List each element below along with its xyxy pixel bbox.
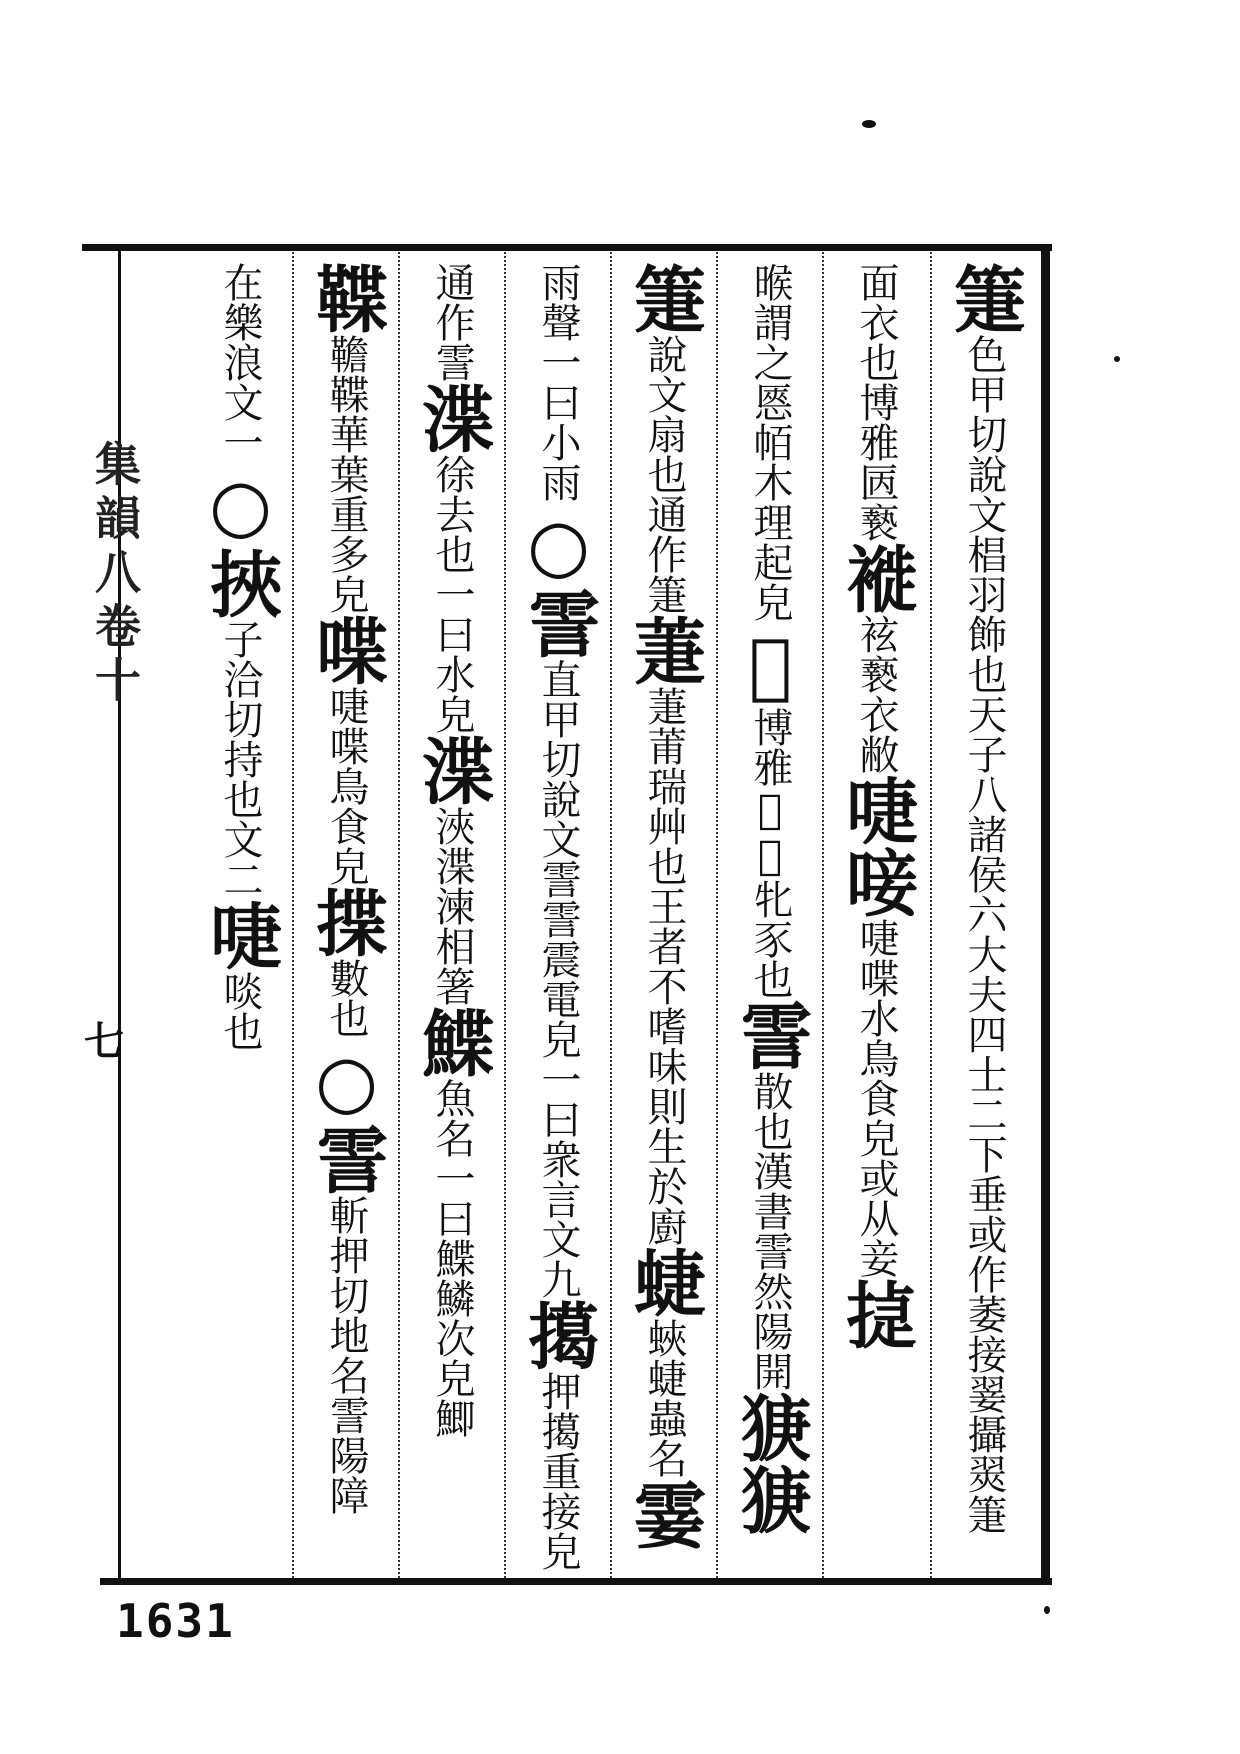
margin-mark: 七 [84,1018,124,1065]
annotation: 說文扇也通作箑 [641,334,687,614]
column-divider [930,252,933,1578]
annotation: 啑喋水鳥食皃或从妾 [853,918,899,1278]
annotation: 㬋謂之㥦帞木理起皃 [747,262,793,622]
annotation: 色甲切說文椙羽飾也天子八諸侯六大夫四士二下垂或作萎接翣攝翜箑 [961,334,1007,1534]
annotation: 博雅𤛓𤜐牝豕也 [747,707,793,999]
text-column [400,262,504,1572]
annotation: 魚名一曰鰈鱗次皃鯽 [429,1078,475,1438]
ink-speck [1044,1606,1050,1614]
headword: 鞢 [304,262,389,334]
text-column [612,262,716,1572]
text-column [294,262,398,1572]
headword: 霎 [622,1478,707,1550]
page-number: 1631 [116,1594,235,1648]
headword: 喋 [304,614,389,686]
annotation: 在樂浪文一 [217,262,263,462]
headword: 萐 [622,614,707,686]
column-divider [716,252,719,1578]
annotation: 浹渫湅相箸 [429,806,475,1006]
headword: 渫 [410,382,495,454]
annotation: 啑喋鳥食皃 [323,686,369,886]
headword: 蜨 [622,1246,707,1318]
column-divider [292,252,295,1578]
headword: 唼 [834,846,919,918]
ink-speck [1114,356,1120,362]
annotation: 萐莆瑞艸也王者不嗜味則生於廚 [641,686,687,1246]
annotation: 啖也 [217,971,263,1051]
headword: ○挾 [198,462,283,619]
annotation: 面衣也博雅㔷䙝 [853,262,899,542]
bottom-border-rule [100,1578,1052,1585]
headword: 啑 [834,774,919,846]
annotation: 子洽切持也文二 [217,619,263,899]
headword: ○霅 [516,502,601,659]
annotation: 通作霅 [429,262,475,382]
headword: 𤛓 [728,622,813,707]
headword: 褷 [834,542,919,614]
column-divider [398,252,401,1578]
column-divider [504,252,507,1578]
headword: 㹹 [728,1463,813,1535]
headword: 渫 [410,734,495,806]
annotation: 斬押切地名霅陽障 [323,1195,369,1515]
column-divider [822,252,825,1578]
annotation: 袨䙝衣敝 [853,614,899,774]
column-divider [610,252,613,1578]
text-column [718,262,822,1572]
annotation: 直甲切說文霅霅震電皃一曰衆言文九 [535,659,581,1299]
annotation: 雨聲一曰小雨 [535,262,581,502]
right-border-rule [1041,244,1050,1585]
annotation: 徐去也一曰水皃 [429,454,475,734]
annotation: 蛺蜨蟲名 [641,1318,687,1478]
headword: 箑 [622,262,707,334]
top-border-rule [82,244,1052,251]
text-column [932,262,1036,1572]
headword: 啑 [198,899,283,971]
headword: 揲 [304,886,389,958]
text-column [506,262,610,1572]
ink-speck [862,120,876,128]
headword: 霅 [728,999,813,1071]
headword: 㨗 [834,1278,919,1350]
annotation: 押擖重接皃 [535,1371,581,1571]
annotation: 韂鞢華葉重多皃 [323,334,369,614]
text-column [188,262,292,1572]
annotation: 散也漢書霅然陽開 [747,1071,793,1391]
headword: ○霅 [304,1038,389,1195]
annotation: 數也 [323,958,369,1038]
headword: 㹹 [728,1391,813,1463]
headword: 箑 [942,262,1027,334]
headword: 擖 [516,1299,601,1371]
text-column [824,262,928,1572]
headword: 鰈 [410,1006,495,1078]
margin-label: 集韻八卷十 [88,440,142,710]
